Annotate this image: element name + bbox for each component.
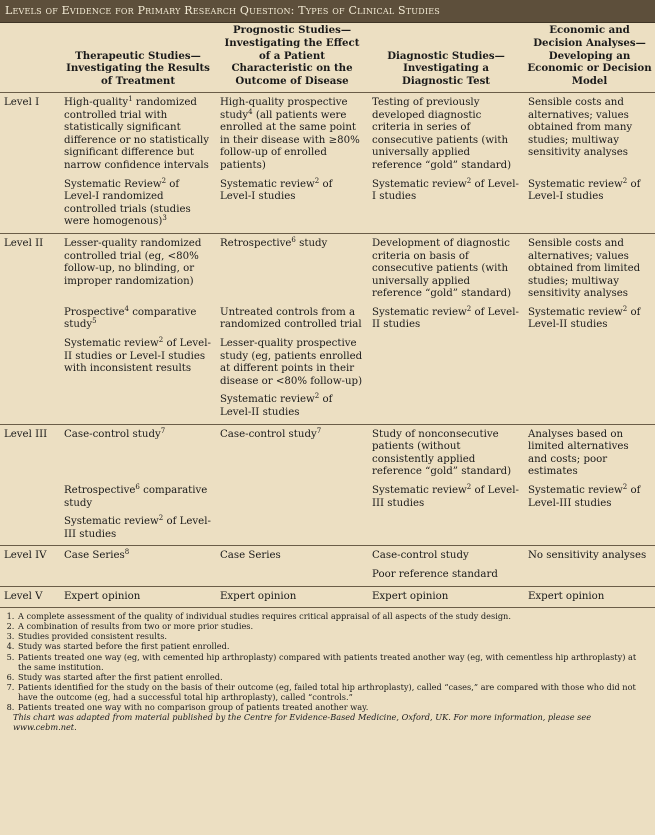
footnote-ref: 4 <box>124 304 129 313</box>
footnote-ref: 2 <box>466 176 472 185</box>
cell-text: Study of nonconsecutive patients (without consistently applied reference “gold” standard) <box>372 428 512 478</box>
table-cell <box>368 546 524 567</box>
cell-text: Systematic review <box>220 178 315 190</box>
cell-text: (all patients were enrolled at the same point in their disease with ≥80% follow-up of enrolled patients) <box>220 109 360 171</box>
footnote-ref: 4 <box>248 107 253 116</box>
cell-text: of Level-I studies <box>528 178 641 203</box>
table-row <box>0 177 655 234</box>
table-row <box>0 92 655 176</box>
table-cell <box>368 92 524 176</box>
table-cell <box>524 392 655 424</box>
footnote-item: 8. Patients treated one way with no comparison group of patients treated another way. <box>17 702 649 712</box>
cell-text: of Level-II studies <box>528 306 641 331</box>
cell-text: Retrospective <box>64 485 136 497</box>
footnote-ref: 2 <box>158 336 164 345</box>
cell-text: Case-control study <box>220 428 317 440</box>
table-cell <box>60 586 216 607</box>
level-label: Level IV <box>0 546 60 567</box>
level-label <box>0 305 60 336</box>
table-cell <box>368 483 524 514</box>
table-cell <box>524 177 655 234</box>
table-cell <box>60 567 216 586</box>
cell-text: Systematic review <box>528 306 623 318</box>
table-cell <box>216 586 368 607</box>
header-therapeutic: Therapeutic Studies— Investigating the Results of Treatment <box>60 23 216 92</box>
table-cell <box>216 567 368 586</box>
table-cell <box>524 567 655 586</box>
header-level <box>0 23 60 92</box>
level-label: Level I <box>4 96 40 108</box>
header-economic: Economic and Decision Analyses— Developing an Economic or Decision Model <box>524 23 655 92</box>
table-cell <box>524 586 655 607</box>
table-cell <box>216 392 368 424</box>
cell-text: Case-control study <box>64 428 161 440</box>
table-row <box>0 424 655 483</box>
footnote-item: 4. Study was started before the first patient enrolled. <box>17 641 649 651</box>
cell-text: Systematic review <box>528 485 623 497</box>
table-cell <box>60 233 216 304</box>
table-cell <box>216 233 368 304</box>
table-cell <box>216 424 368 483</box>
cell-text: Lesser-quality randomized controlled trial (eg, <80% follow-up, no blinding, or improper randomization) <box>64 237 202 287</box>
footnote-ref: 2 <box>622 483 628 492</box>
table-cell <box>524 233 655 304</box>
cell-text: comparative study <box>64 485 208 509</box>
cell-text: of Level-I studies <box>220 178 333 203</box>
table-cell <box>216 514 368 546</box>
table-row <box>0 546 655 567</box>
footnote-ref: 3 <box>162 214 167 223</box>
table-row <box>0 514 655 546</box>
cell-text: Sensible costs and alternatives; values obtained from many studies; multiway sensitivity analyses <box>528 96 633 159</box>
cell-text: Analyses based on limited alternatives and costs; poor estimates <box>528 428 629 478</box>
cell-text: of Level-I randomized controlled trials (studies were homogenous) <box>64 178 191 228</box>
table-cell <box>524 336 655 392</box>
cell-text: Systematic review <box>372 306 467 318</box>
footnote-item: 6. Study was started after the first patient enrolled. <box>17 672 649 682</box>
table-row <box>0 586 655 607</box>
table-header-row <box>0 23 655 92</box>
footnote-ref: 2 <box>622 304 628 313</box>
footnotes <box>0 607 655 732</box>
table-cell <box>368 392 524 424</box>
footnote-ref: 1 <box>128 94 133 103</box>
footnote-ref: 7 <box>316 426 322 435</box>
footnote-ref: 2 <box>314 392 320 401</box>
cell-text: Expert opinion <box>220 590 297 602</box>
table-cell <box>524 546 655 567</box>
level-label <box>0 336 60 392</box>
table-cell <box>524 483 655 514</box>
level-label <box>0 392 60 424</box>
footnote-ref: 8 <box>124 548 130 557</box>
cell-text: comparative study <box>64 306 197 331</box>
cell-text: Systematic review <box>64 516 159 528</box>
cell-text: of Level-II studies or Level-I studies with inconsistent results <box>64 338 211 375</box>
table-cell <box>368 336 524 392</box>
cell-text: Systematic Review <box>64 178 162 190</box>
cell-text: of Level-I studies <box>372 178 519 203</box>
cell-text: Case Series <box>220 550 281 562</box>
table-cell <box>216 336 368 392</box>
table-cell <box>60 424 216 483</box>
table-cell <box>216 92 368 176</box>
footnote-item: 1. A complete assessment of the quality of individual studies requires critical appraisal of all aspects of the study design. <box>17 611 649 621</box>
evidence-levels-table <box>0 23 655 607</box>
level-label <box>0 177 60 234</box>
table-cell <box>60 177 216 234</box>
cell-text: Untreated controls from a randomized controlled trial <box>220 306 362 331</box>
footnote-ref: 6 <box>135 483 140 492</box>
table-row <box>0 392 655 424</box>
header-diagnostic: Diagnostic Studies— Investigating a Diagnostic Test <box>368 23 524 92</box>
table-cell <box>216 305 368 336</box>
cell-text: Systematic review <box>528 178 623 190</box>
footnote-ref: 2 <box>466 483 472 492</box>
table-cell <box>60 392 216 424</box>
cell-text: Systematic review <box>372 178 467 190</box>
table-row <box>0 233 655 304</box>
cell-text: High-quality prospective study <box>220 96 348 121</box>
table-cell <box>216 483 368 514</box>
cell-text: Retrospective <box>220 237 292 249</box>
cell-text: of Level-III studies <box>64 516 211 540</box>
table-cell <box>524 424 655 483</box>
cell-text: High-quality <box>64 96 129 108</box>
cell-text: of Level-III studies <box>372 485 519 509</box>
cell-text: Case Series <box>64 550 125 562</box>
level-label <box>0 483 60 514</box>
level-label: Level III <box>0 424 60 483</box>
header-prognostic: Prognostic Studies— Investigating the Effect of a Patient Characteristic on the Outcome of Disease <box>216 23 368 92</box>
cell-text: Prospective <box>64 306 125 318</box>
footnote-ref: 2 <box>466 304 472 313</box>
level-label: Level II <box>0 233 60 304</box>
table-cell <box>60 514 216 546</box>
cell-text: Lesser-quality prospective study (eg, patients enrolled at different points in their disease or <80% follow-up) <box>220 338 363 387</box>
cell-text: Development of diagnostic criteria on basis of consecutive patients (with universally applied reference “gold” standard) <box>372 237 512 300</box>
footnote-item: 2. A combination of results from two or more prior studies. <box>17 621 649 631</box>
footnote-ref: 7 <box>160 426 166 435</box>
table-cell <box>368 586 524 607</box>
cell-text: Systematic review <box>220 394 315 406</box>
cell-text: study <box>295 237 328 249</box>
footnote-item: 5. Patients treated one way (eg, with cemented hip arthroplasty) compared with patients treated another way (eg, with cementless hip arthroplasty) at the same institution. <box>17 652 649 672</box>
cell-text: of Level-II studies <box>372 306 519 331</box>
footnote-ref: 5 <box>92 317 97 326</box>
cell-text: Expert opinion <box>64 590 141 602</box>
table-cell <box>524 92 655 176</box>
table-title: Levels of Evidence for Primary Research Question: Types of Clinical Studies <box>0 0 655 23</box>
table-cell <box>368 514 524 546</box>
table-cell <box>60 483 216 514</box>
footnote-ref: 2 <box>158 514 164 523</box>
table-cell <box>524 305 655 336</box>
table-cell <box>368 305 524 336</box>
footnote-ref: 2 <box>314 176 320 185</box>
table-cell <box>368 233 524 304</box>
table-cell <box>60 546 216 567</box>
cell-text: Poor reference standard <box>372 568 498 580</box>
cell-text: Testing of previously developed diagnostic criteria in series of consecutive patients (with universally applied reference “gold” standard) <box>372 96 512 171</box>
footnote-item: 7. Patients identified for the study on the basis of their outcome (eg, failed total hip arthroplasty), called “cases,” are compared with those who did not have the outcome (eg, had a successful total hip arthroplasty), called “controls.” <box>17 682 649 702</box>
table-row <box>0 567 655 586</box>
level-label: Level V <box>0 586 60 607</box>
table-cell <box>368 567 524 586</box>
cell-text: of Level-III studies <box>528 485 641 509</box>
cell-text: Case-control study <box>372 550 469 562</box>
footnote-ref: 2 <box>161 176 167 185</box>
level-label <box>0 514 60 546</box>
footnote-ref: 6 <box>291 235 296 244</box>
cell-text: Systematic review <box>372 485 467 497</box>
table-cell <box>368 424 524 483</box>
table-row <box>0 336 655 392</box>
cell-text: Expert opinion <box>528 590 605 602</box>
cell-text: randomized controlled trial with statistically significant difference or no statistically significant difference but narrow confidence intervals <box>64 96 210 171</box>
cell-text: No sensitivity analyses <box>528 550 647 562</box>
table-cell <box>60 336 216 392</box>
source-note: This chart was adapted from material published by the Centre for Evidence-Based Medicine, Oxford, UK. For more information, please see www.cebm.net. <box>13 712 592 733</box>
table-row <box>0 305 655 336</box>
footnote-ref: 2 <box>622 176 628 185</box>
table-body <box>0 92 655 607</box>
cell-text: Systematic review <box>64 338 159 350</box>
cell-text: Sensible costs and alternatives; values obtained from limited studies; multiway sensitivity analyses <box>528 237 641 300</box>
table-cell <box>60 92 216 176</box>
footnote-list <box>5 611 649 712</box>
cell-text: of Level-II studies <box>220 394 333 419</box>
cell-text: Expert opinion <box>372 590 449 602</box>
table-cell <box>60 305 216 336</box>
footnote-item: 3. Studies provided consistent results. <box>17 631 649 641</box>
table-cell <box>524 514 655 546</box>
table-cell <box>368 177 524 234</box>
table-cell <box>216 177 368 234</box>
table-row <box>0 483 655 514</box>
level-label <box>0 567 60 586</box>
table-cell <box>216 546 368 567</box>
